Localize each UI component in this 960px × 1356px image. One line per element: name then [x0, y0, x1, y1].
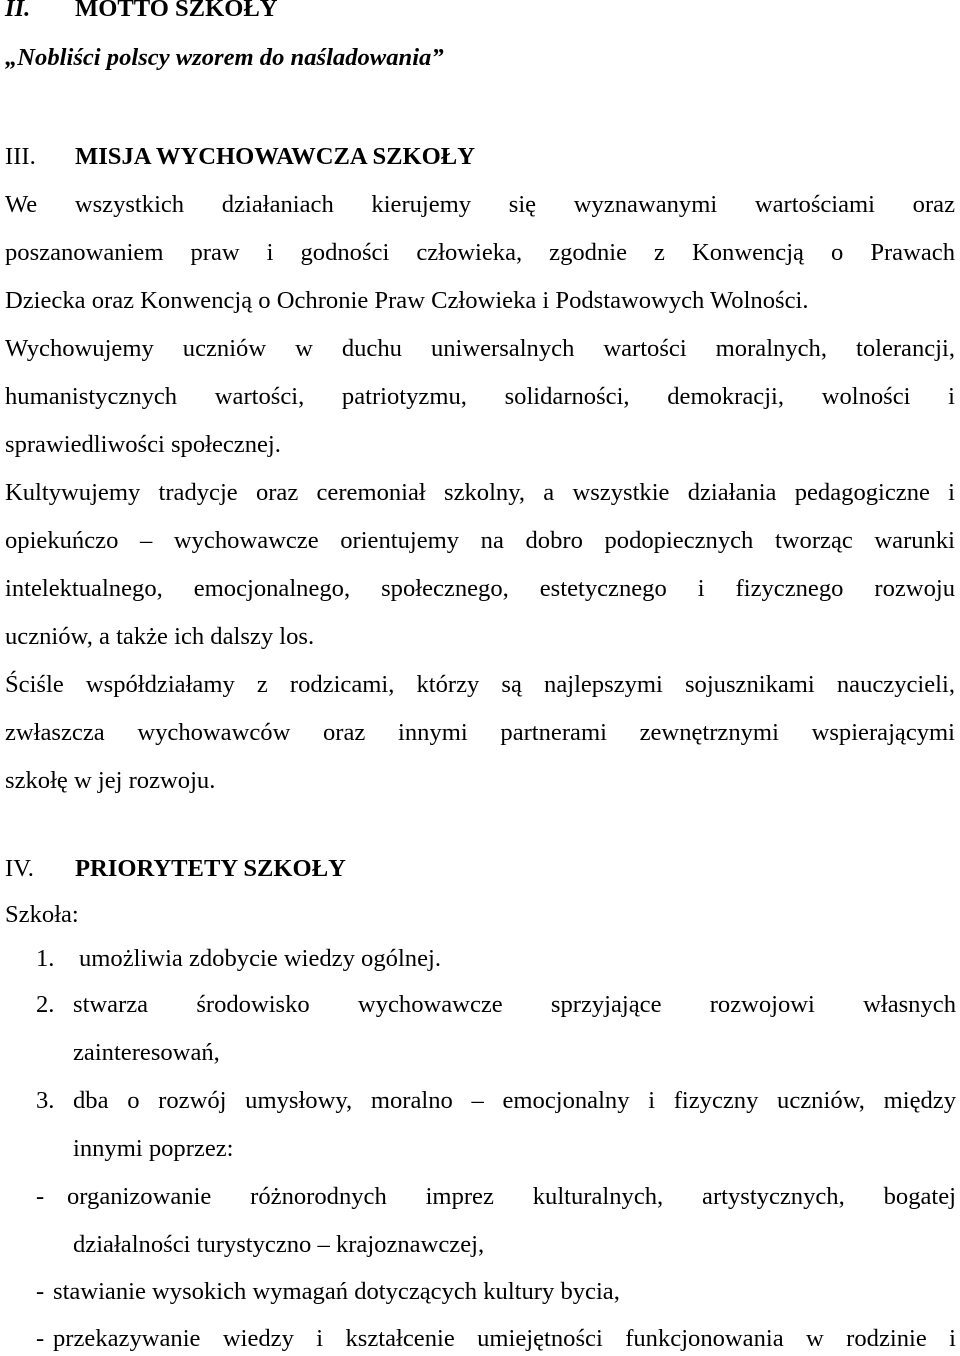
paragraph-line: Kultywujemy tradycje oraz ceremoniał szkolny, a wszystkie działania pedagogiczne i: [5, 479, 955, 506]
section-2-numeral: II.: [5, 0, 31, 22]
section-4-heading: [5, 854, 346, 884]
item-line: stwarza środowisko wychowawcze sprzyjające rozwojowi własnych: [73, 991, 956, 1018]
item-line: umożliwia zdobycie wiedzy ogólnej.: [79, 945, 441, 972]
paragraph-line: zwłaszcza wychowawców oraz innymi partnerami zewnętrznymi wspierającymi: [5, 719, 955, 746]
paragraph-line: uczniów, a także ich dalszy los.: [5, 623, 315, 650]
priorities-intro: Szkoła:: [5, 901, 79, 928]
paragraph-line: Dziecka oraz Konwencją o Ochronie Praw Człowieka i Podstawowych Wolności.: [5, 287, 809, 314]
bullet-line: organizowanie różnorodnych imprez kulturalnych, artystycznych, bogatej: [67, 1183, 956, 1210]
paragraph-line: szkołę w jej rozwoju.: [5, 767, 216, 794]
item-number: 3.: [36, 1087, 55, 1114]
section-4-title: PRIORYTETY SZKOŁY: [75, 855, 346, 882]
bullet-marker: -: [36, 1278, 45, 1305]
section-4-numeral: IV.: [5, 855, 34, 882]
paragraph-line: sprawiedliwości społecznej.: [5, 431, 281, 458]
paragraph-line: intelektualnego, emocjonalnego, społecznego, estetycznego i fizycznego rozwoju: [5, 575, 955, 602]
item-line: innymi poprzez:: [73, 1135, 234, 1162]
bullet-marker: -: [36, 1183, 45, 1210]
bullet-line: działalności turystyczno – krajoznawczej,: [73, 1231, 485, 1258]
section-3-title: MISJA WYCHOWAWCZA SZKOŁY: [75, 143, 475, 170]
item-number: 1.: [36, 945, 55, 972]
bullet-line: przekazywanie wiedzy i kształcenie umiejętności funkcjonowania w rodzinie i: [53, 1325, 956, 1352]
item-number: 2.: [36, 991, 55, 1018]
paragraph-line: Ściśle współdziałamy z rodzicami, którzy są najlepszymi sojusznikami nauczycieli,: [5, 671, 955, 698]
school-motto: „Nobliści polscy wzorem do naśladowania”: [5, 44, 444, 71]
section-3-numeral: III.: [5, 143, 36, 170]
paragraph-line: humanistycznych wartości, patriotyzmu, solidarności, demokracji, wolności i: [5, 383, 955, 410]
paragraph-line: opiekuńczo – wychowawcze orientujemy na dobro podopiecznych tworząc warunki: [5, 527, 955, 554]
paragraph-line: poszanowaniem praw i godności człowieka, zgodnie z Konwencją o Prawach: [5, 239, 955, 266]
section-3-heading: [5, 142, 475, 172]
item-line: dba o rozwój umysłowy, moralno – emocjonalny i fizyczny uczniów, między: [73, 1087, 956, 1114]
bullet-marker: -: [36, 1325, 45, 1352]
item-line: zainteresowań,: [73, 1039, 220, 1066]
paragraph-line: We wszystkich działaniach kierujemy się wyznawanymi wartościami oraz: [5, 191, 955, 218]
section-2-title: MOTTO SZKOŁY: [75, 0, 278, 22]
bullet-line: stawianie wysokich wymagań dotyczących kultury bycia,: [53, 1278, 620, 1305]
section-2-heading: [5, 0, 278, 24]
paragraph-line: Wychowujemy uczniów w duchu uniwersalnych wartości moralnych, tolerancji,: [5, 335, 955, 362]
